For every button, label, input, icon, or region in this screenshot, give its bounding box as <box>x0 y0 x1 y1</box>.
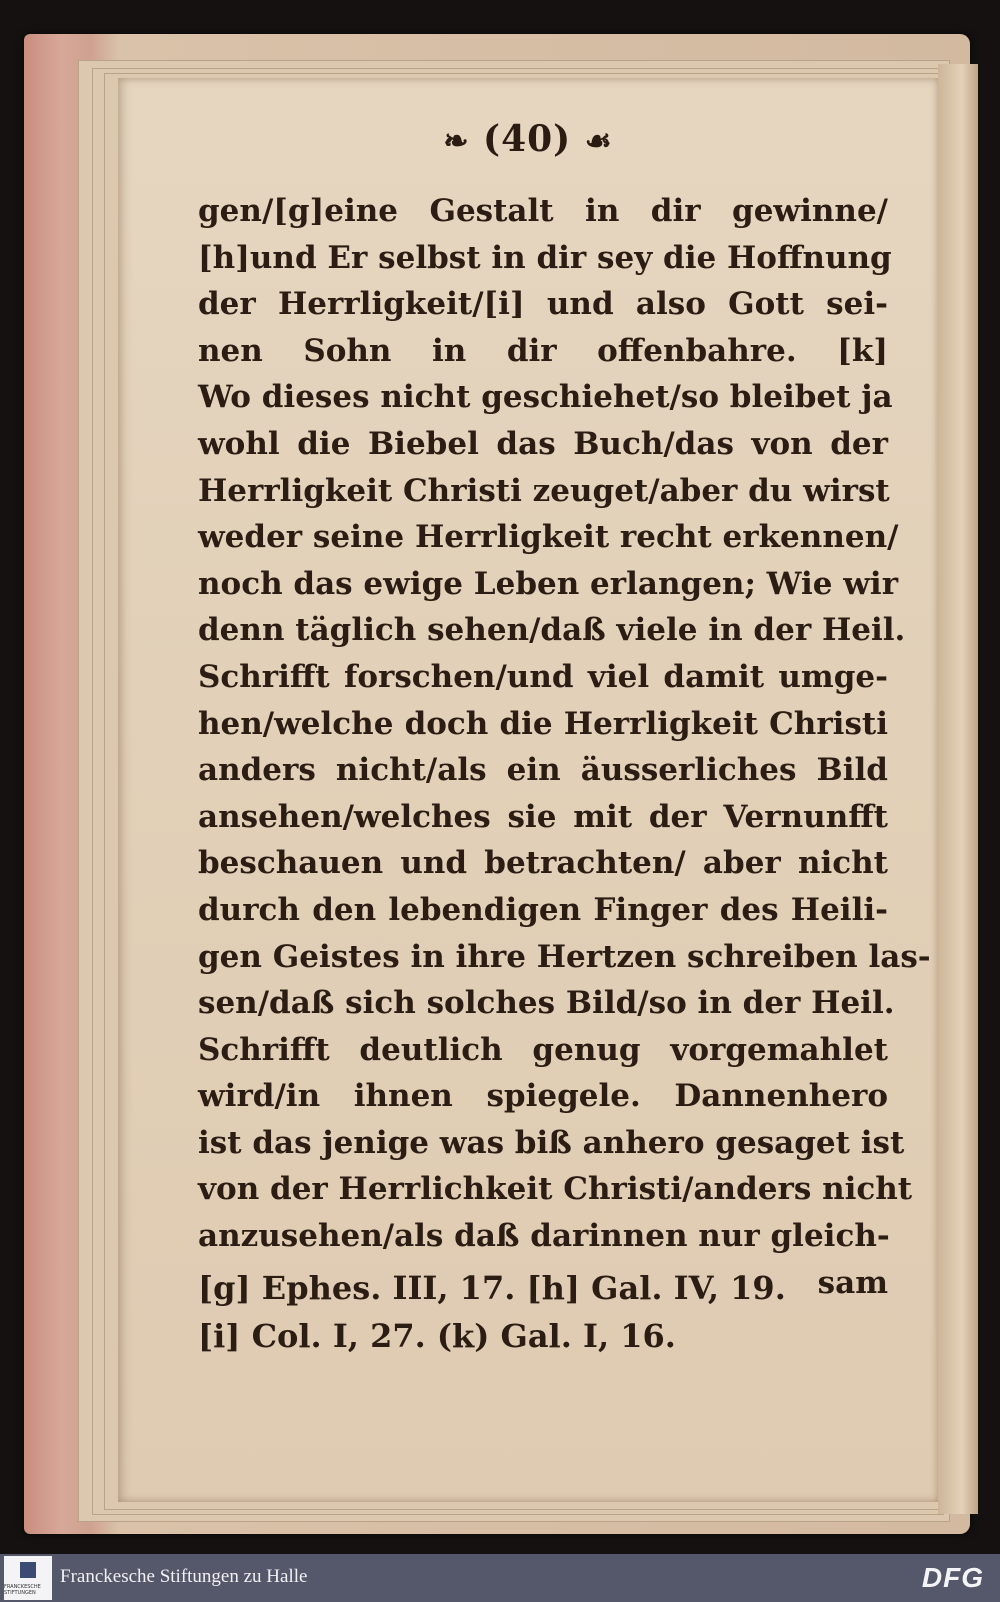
text-line: ist das jenige was biß anhero gesaget ist <box>198 1124 905 1161</box>
text-line: [h]und Er selbst in dir sey die Hoffnung <box>198 239 892 276</box>
ornament-right-icon: ☙ <box>584 124 613 159</box>
text-line: weder seine Herrligkeit recht erkennen/ <box>198 519 899 556</box>
text-line: wird/in ihnen spiegele. Dannenhero <box>198 1078 888 1115</box>
footnote-line: [i] Col. I, 27. (k) Gal. I, 16. <box>198 1317 676 1355</box>
footnotes <box>198 1264 888 1360</box>
text-line: ansehen/welches sie mit der Vernunfft <box>198 798 888 835</box>
text-line: von der Herrlichkeit Christi/anders nicht <box>198 1171 913 1208</box>
dfg-logo[interactable]: DFG <box>921 1562 984 1593</box>
text-line: beschauen und betrachten/ aber nicht <box>198 845 888 882</box>
logo-text: FRANCKESCHE STIFTUNGEN <box>4 1584 41 1596</box>
text-line: anzusehen/als daß darinnen nur gleich- <box>198 1218 890 1255</box>
text-line: Schrifft forschen/und viel damit umge- <box>198 658 888 695</box>
text-line: noch das ewige Leben erlangen; Wie wir <box>198 565 899 602</box>
text-line: anders nicht/als ein äusserliches Bild <box>198 752 888 789</box>
footer-bar <box>0 1554 1000 1602</box>
facing-page-edge <box>938 64 978 1514</box>
text-line: hen/welche doch die Herrligkeit Christi <box>198 705 888 742</box>
text-line: nen Sohn in dir offenbahre. [k] <box>198 332 888 369</box>
catchword: sam <box>817 1264 888 1301</box>
institution-logo <box>4 1556 52 1600</box>
text-line: wohl die Biebel das Buch/das von der <box>198 425 888 462</box>
text-line: der Herrligkeit/[i] und also Gott sei- <box>198 286 888 323</box>
footnote-line: [g] Ephes. III, 17. [h] Gal. IV, 19. <box>198 1269 786 1307</box>
ornament-left-icon: ❧ <box>443 124 470 159</box>
institution-name[interactable]: Franckesche Stiftungen zu Halle <box>60 1566 308 1587</box>
text-line: Wo dieses nicht geschiehet/so bleibet ja <box>198 379 893 416</box>
text-line: durch den lebendigen Finger des Heili- <box>198 891 888 928</box>
text-line: gen/[g]eine Gestalt in dir gewinne/ <box>198 193 888 229</box>
text-line: gen Geistes in ihre Hertzen schreiben las- <box>198 938 931 975</box>
body-text <box>198 188 931 1306</box>
text-line: denn täglich sehen/daß viele in der Heil. <box>198 612 906 649</box>
text-line: Herrligkeit Christi zeuget/aber du wirst <box>198 472 890 509</box>
book-page <box>118 78 938 1502</box>
page-header <box>118 118 938 160</box>
text-line: sen/daß sich solches Bild/so in der Heil. <box>198 985 895 1022</box>
page-number: (40) <box>483 118 572 160</box>
text-line: Schrifft deutlich genug vorgemahlet <box>198 1031 888 1068</box>
logo-mark-icon <box>20 1562 36 1578</box>
